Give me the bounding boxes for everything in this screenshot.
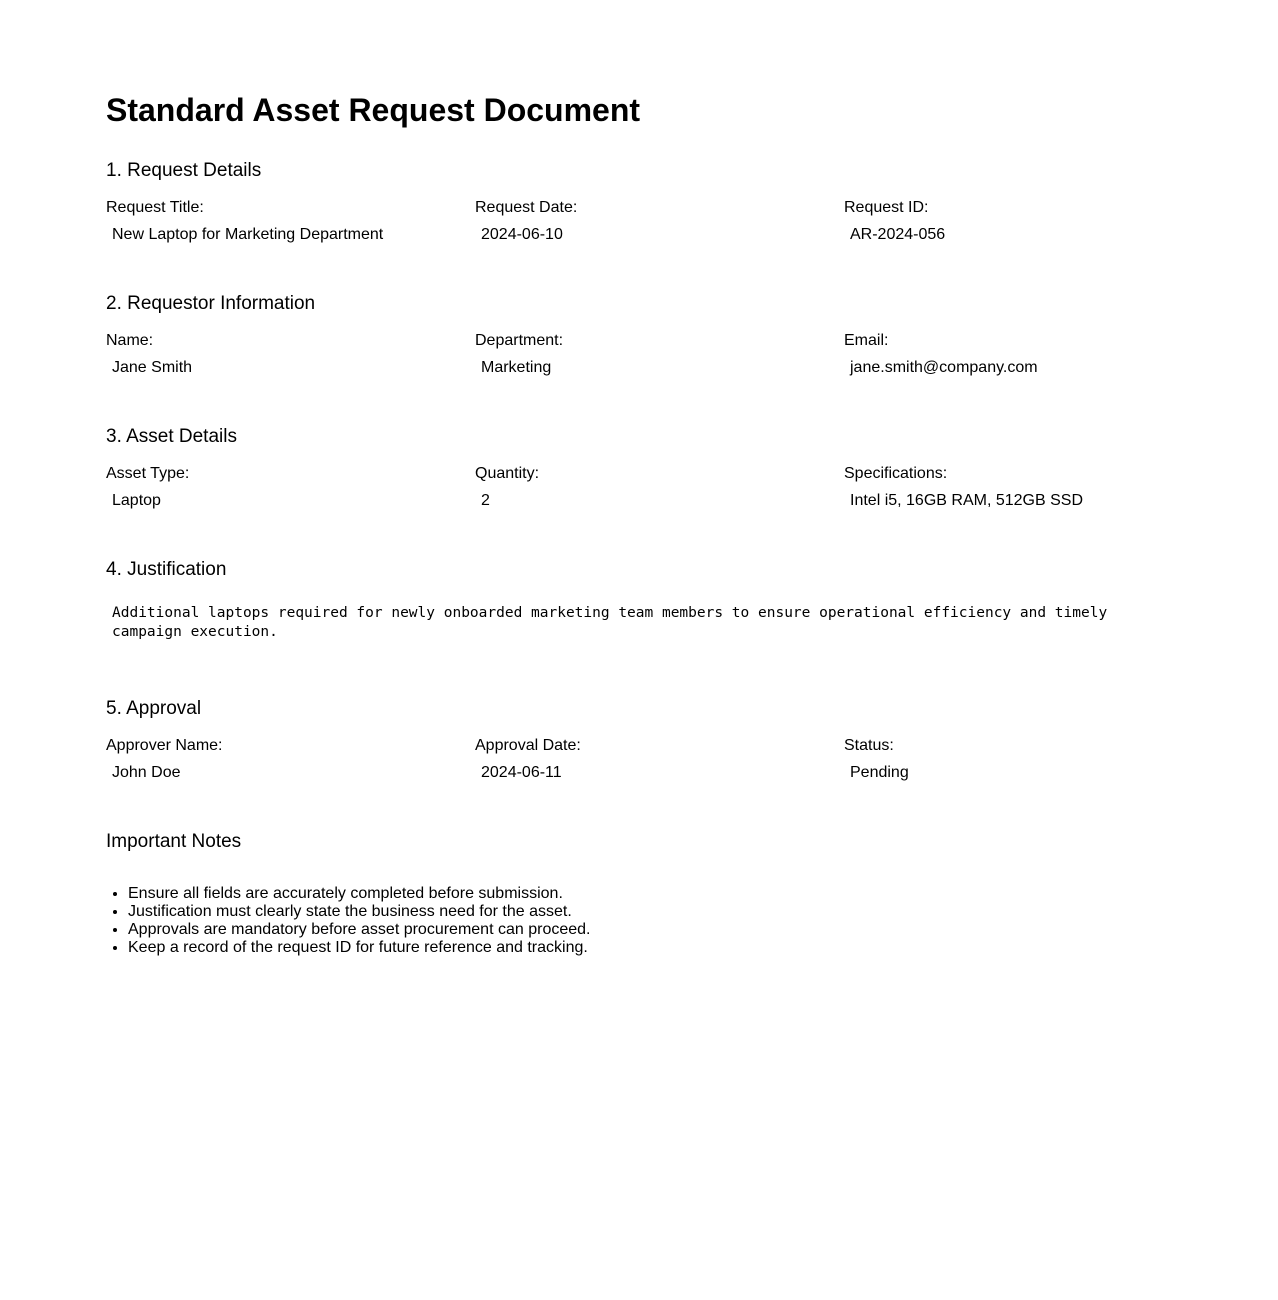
list-item: • Keep a record of the request ID for future reference and tracking. [128,939,590,957]
field-request-date [475,198,835,245]
field-email [844,331,1204,378]
section-heading-important-notes: Important Notes [106,831,242,852]
section-heading-justification: 4. Justification [106,559,227,580]
field-specifications [844,464,1204,511]
field-value: 2024-06-10 [481,226,563,243]
section-heading-asset-details: 3. Asset Details [106,426,237,447]
field-value: Intel i5, 16GB RAM, 512GB SSD [850,492,1083,509]
document-title: Standard Asset Request Document [106,92,641,128]
field-status [844,736,1204,783]
field-label: Approver Name: [106,737,223,754]
section-heading-requestor-information: 2. Requestor Information [106,293,316,314]
field-asset-type [106,464,466,511]
list-item: • Ensure all fields are accurately completed before submission. [128,885,590,903]
field-value: New Laptop for Marketing Department [112,226,384,243]
field-approver-name [106,736,466,783]
field-request-title [106,198,466,245]
field-value: Laptop [112,492,161,509]
request-details-row [106,198,1212,248]
field-value: Marketing [481,359,552,376]
field-label: Asset Type: [106,465,190,482]
field-department [475,331,835,378]
field-label: Name: [106,332,154,349]
field-value: 2 [481,492,490,509]
field-name [106,331,466,378]
section-heading-request-details: 1. Request Details [106,160,262,181]
field-value: Pending [850,764,909,781]
field-request-id [844,198,1204,245]
approval-row [106,736,1212,786]
field-label: Department: [475,332,564,349]
field-quantity [475,464,835,511]
field-label: Status: [844,737,894,754]
notes-list [106,885,590,957]
field-label: Quantity: [475,465,540,482]
field-value: AR-2024-056 [850,226,946,243]
list-item: • Approvals are mandatory before asset procurement can proceed. [128,921,590,939]
field-label: Email: [844,332,889,349]
section-heading-approval: 5. Approval [106,698,202,719]
field-value: Jane Smith [112,359,193,376]
field-label: Request Title: [106,199,204,216]
field-value: John Doe [112,764,181,781]
asset-details-row [106,464,1212,514]
justification-text: Additional laptops required for newly onboarded marketing team members to ensure operational efficiency and timely campaign execution. [112,605,1108,640]
requestor-information-row [106,331,1212,381]
field-value: 2024-06-11 [481,764,562,781]
field-approval-date [475,736,835,783]
field-value: jane.smith@company.com [850,359,1038,376]
field-label: Request ID: [844,199,929,216]
field-label: Request Date: [475,199,578,216]
list-item: • Justification must clearly state the business need for the asset. [128,903,590,921]
field-label: Specifications: [844,465,948,482]
field-label: Approval Date: [475,737,581,754]
